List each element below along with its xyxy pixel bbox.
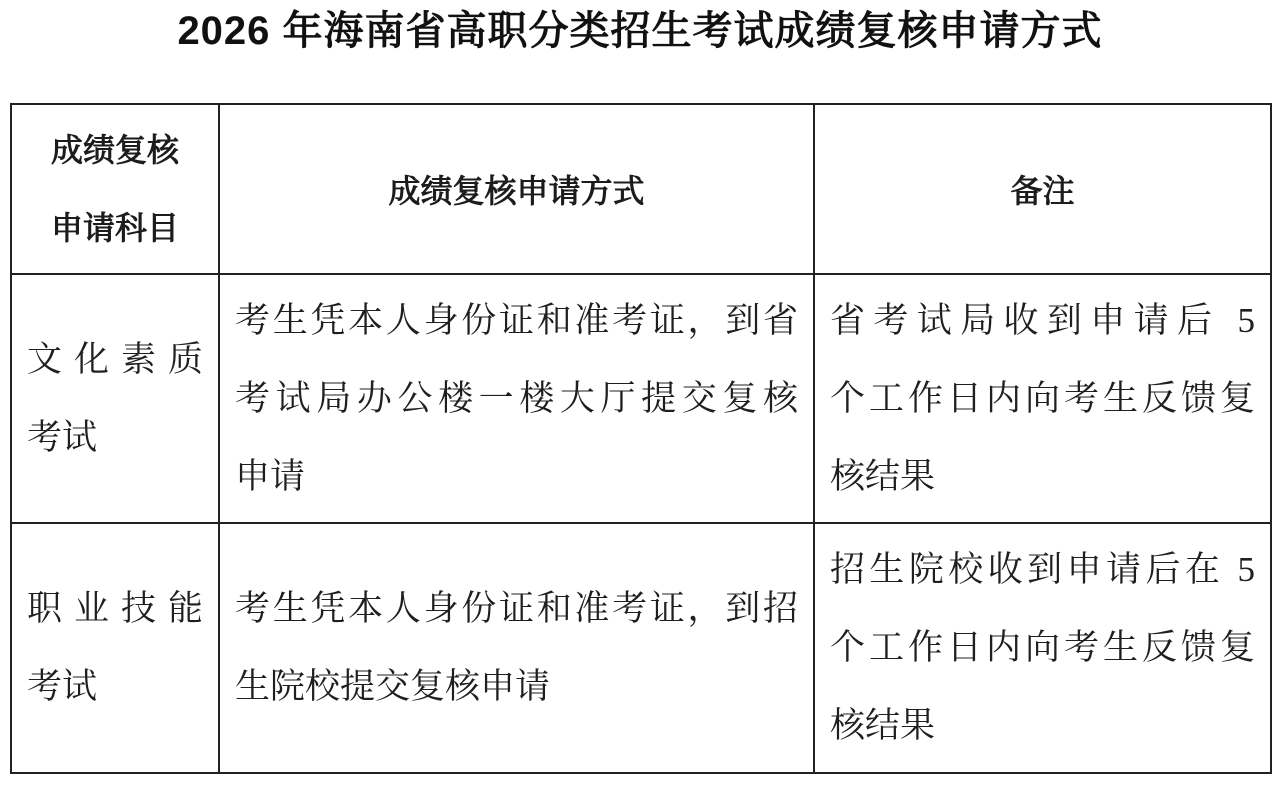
cell-line: 职业技能 xyxy=(27,589,203,628)
header-subject xyxy=(11,104,219,274)
cell-line: 核结果 xyxy=(830,706,936,745)
header-remark: 备注 xyxy=(814,104,1271,274)
cell-line: 考生凭本人身份证和准考证，到省 xyxy=(235,300,798,340)
cell-line: 申请 xyxy=(235,456,306,496)
cell-line: 考试 xyxy=(27,417,98,457)
cell-line: 个工作日内向考生反馈复 xyxy=(830,378,1255,418)
cell-line: 招生院校收到申请后在 5 xyxy=(830,550,1255,589)
page-title: 2026 年海南省高职分类招生考试成绩复核申请方式 xyxy=(177,9,1103,53)
table-header-row xyxy=(11,104,1271,274)
cell-method xyxy=(219,523,814,773)
header-subject-line: 申请科目 xyxy=(50,210,179,246)
header-subject-line: 成绩复核 xyxy=(50,132,179,168)
cell-subject xyxy=(11,523,219,773)
cell-line: 个工作日内向考生反馈复 xyxy=(830,628,1255,667)
table-row-vocational-exam xyxy=(11,523,1271,773)
cell-line: 文化素质 xyxy=(27,339,203,379)
cell-line: 生院校提交复核申请 xyxy=(235,667,551,706)
cell-remark xyxy=(814,274,1271,523)
cell-method xyxy=(219,274,814,523)
cell-subject xyxy=(11,274,219,523)
cell-remark xyxy=(814,523,1271,773)
score-review-table xyxy=(10,103,1272,774)
cell-line: 省考试局收到申请后 5 xyxy=(830,300,1255,340)
cell-line: 考试 xyxy=(27,667,98,706)
cell-line: 核结果 xyxy=(830,456,936,496)
cell-line: 考生凭本人身份证和准考证，到招 xyxy=(235,589,798,628)
header-method: 成绩复核申请方式 xyxy=(219,104,814,274)
cell-line: 考试局办公楼一楼大厅提交复核 xyxy=(235,378,798,418)
table-row-culture-exam xyxy=(11,274,1271,523)
